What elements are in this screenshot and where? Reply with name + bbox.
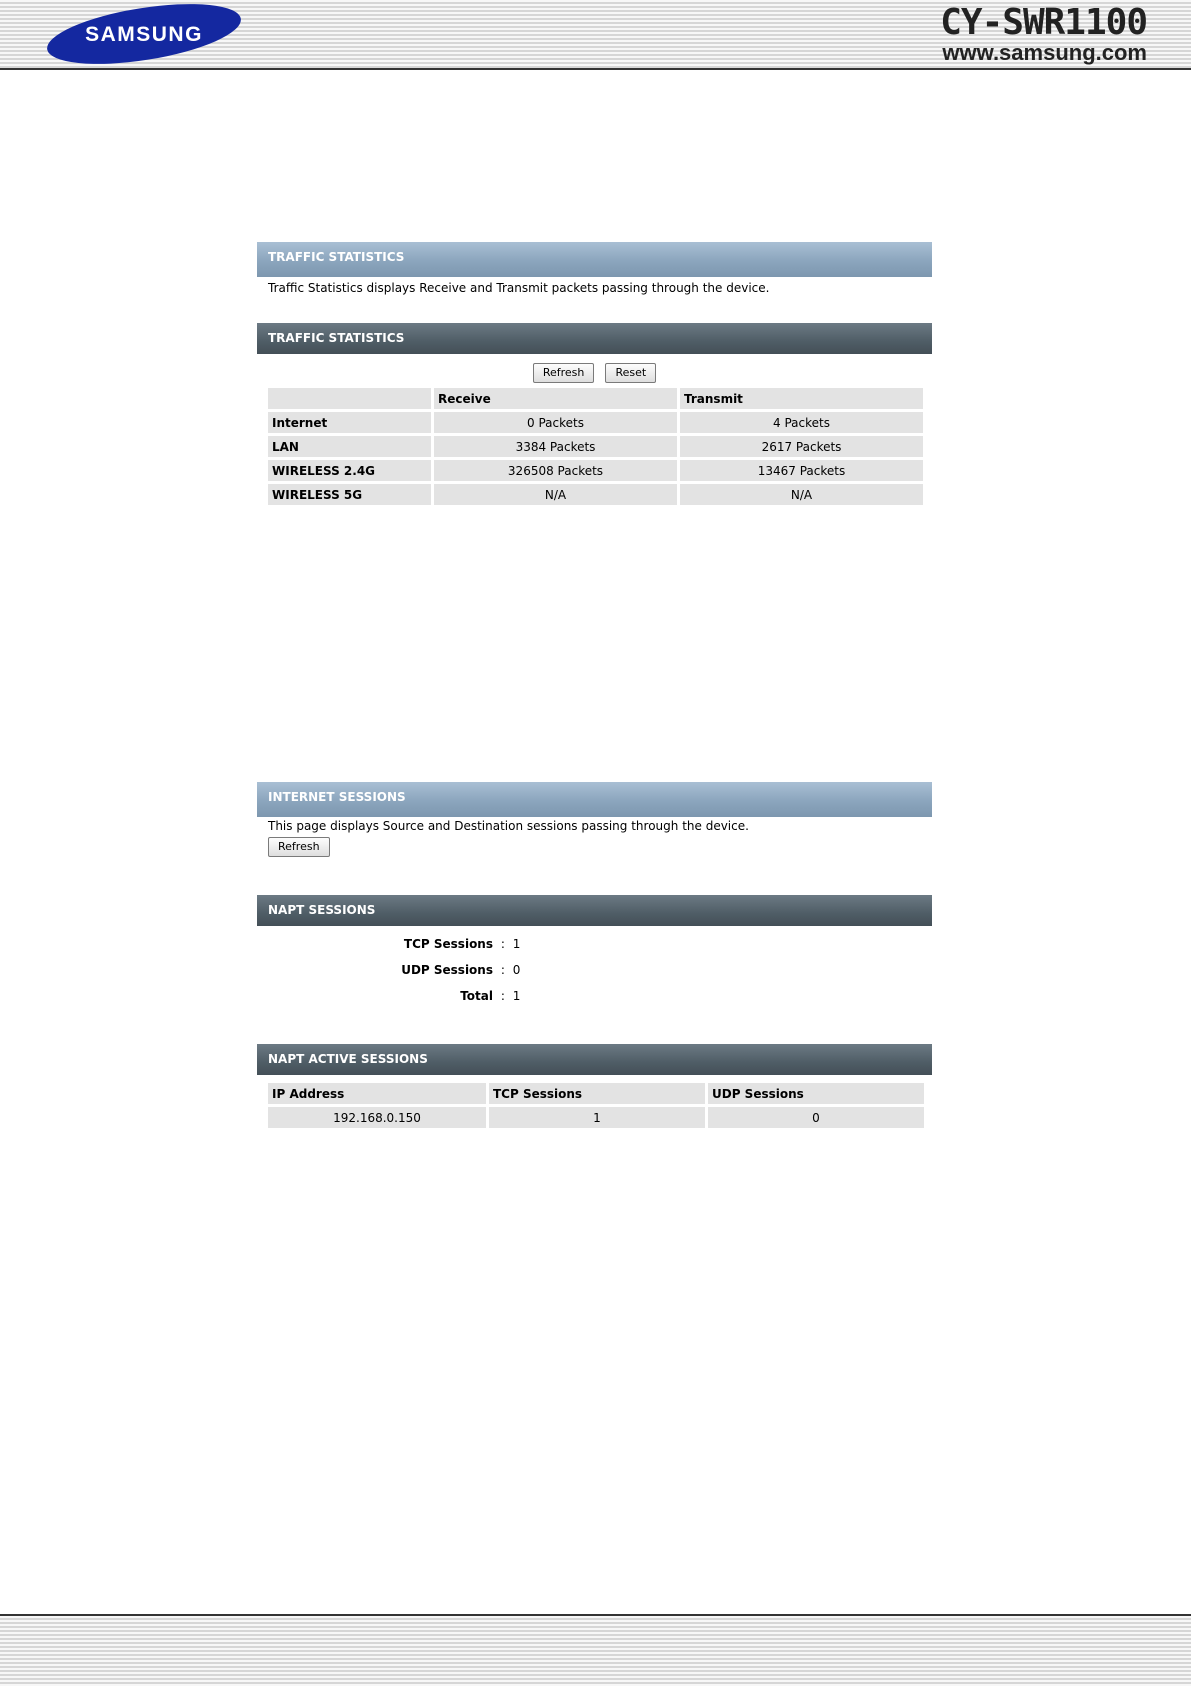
receive-cell: 0 Packets xyxy=(434,412,677,433)
tcp-sessions-label: TCP Sessions xyxy=(403,937,493,951)
receive-cell: 3384 Packets xyxy=(434,436,677,457)
table-row xyxy=(268,412,923,433)
row-label: LAN xyxy=(268,436,431,457)
udp-sessions-cell: 0 xyxy=(708,1107,924,1128)
sessions-refresh-button[interactable]: Refresh xyxy=(268,837,330,857)
table-row xyxy=(268,436,923,457)
udp-sessions-value: 0 xyxy=(512,963,521,977)
transmit-cell: 4 Packets xyxy=(680,412,923,433)
table-header-row xyxy=(268,388,923,409)
model-name: CY-SWR1100 xyxy=(940,2,1147,43)
receive-cell: 326508 Packets xyxy=(434,460,677,481)
column-header-udp: UDP Sessions xyxy=(708,1083,924,1104)
samsung-logo xyxy=(42,3,246,65)
separator: : xyxy=(500,989,505,1003)
page-header xyxy=(0,0,1191,70)
transmit-cell: 2617 Packets xyxy=(680,436,923,457)
column-header xyxy=(268,388,431,409)
traffic-table xyxy=(265,385,926,508)
napt-sessions-title: NAPT SESSIONS xyxy=(257,895,932,926)
transmit-cell: N/A xyxy=(680,484,923,505)
traffic-stats-title: TRAFFIC STATISTICS xyxy=(257,323,932,354)
traffic-intro-title: TRAFFIC STATISTICS xyxy=(257,242,932,277)
reset-button[interactable]: Reset xyxy=(605,363,656,383)
internet-sessions-title: INTERNET SESSIONS xyxy=(257,782,932,817)
column-header-transmit: Transmit xyxy=(680,388,923,409)
internet-sessions-description: This page displays Source and Destination sessions passing through the device. xyxy=(268,819,749,833)
napt-sessions-body xyxy=(257,926,932,1009)
model-block xyxy=(940,4,1147,64)
separator: : xyxy=(500,963,505,977)
internet-sessions-panel xyxy=(257,782,932,857)
traffic-intro-panel xyxy=(257,242,932,299)
table-row xyxy=(268,484,923,505)
udp-sessions-label: UDP Sessions xyxy=(401,963,493,977)
napt-active-panel xyxy=(257,1044,932,1131)
ip-address-cell: 192.168.0.150 xyxy=(268,1107,486,1128)
receive-cell: N/A xyxy=(434,484,677,505)
row-label: WIRELESS 5G xyxy=(268,484,431,505)
transmit-cell: 13467 Packets xyxy=(680,460,923,481)
traffic-intro-description: Traffic Statistics displays Receive and Transmit packets passing through the device. xyxy=(268,281,770,295)
table-header-row xyxy=(268,1083,924,1104)
column-header-ip: IP Address xyxy=(268,1083,486,1104)
napt-active-table xyxy=(265,1080,927,1131)
traffic-buttons xyxy=(257,354,932,385)
traffic-stats-panel xyxy=(257,323,932,508)
total-sessions-label: Total xyxy=(460,989,493,1003)
napt-active-title: NAPT ACTIVE SESSIONS xyxy=(257,1044,932,1075)
tcp-sessions-cell: 1 xyxy=(489,1107,705,1128)
napt-sessions-panel xyxy=(257,895,932,1009)
table-row xyxy=(268,1107,924,1128)
total-sessions-row xyxy=(257,983,932,1009)
brand-text: SAMSUNG xyxy=(85,23,203,46)
tcp-sessions-value: 1 xyxy=(512,937,521,951)
tcp-sessions-row xyxy=(257,931,932,957)
udp-sessions-row xyxy=(257,957,932,983)
table-row xyxy=(268,460,923,481)
separator: : xyxy=(500,937,505,951)
website-url: www.samsung.com xyxy=(942,40,1147,65)
refresh-button[interactable]: Refresh xyxy=(533,363,595,383)
row-label: Internet xyxy=(268,412,431,433)
column-header-tcp: TCP Sessions xyxy=(489,1083,705,1104)
column-header-receive: Receive xyxy=(434,388,677,409)
internet-sessions-buttons xyxy=(257,835,932,857)
row-label: WIRELESS 2.4G xyxy=(268,460,431,481)
total-sessions-value: 1 xyxy=(512,989,521,1003)
page-footer xyxy=(0,1614,1191,1686)
